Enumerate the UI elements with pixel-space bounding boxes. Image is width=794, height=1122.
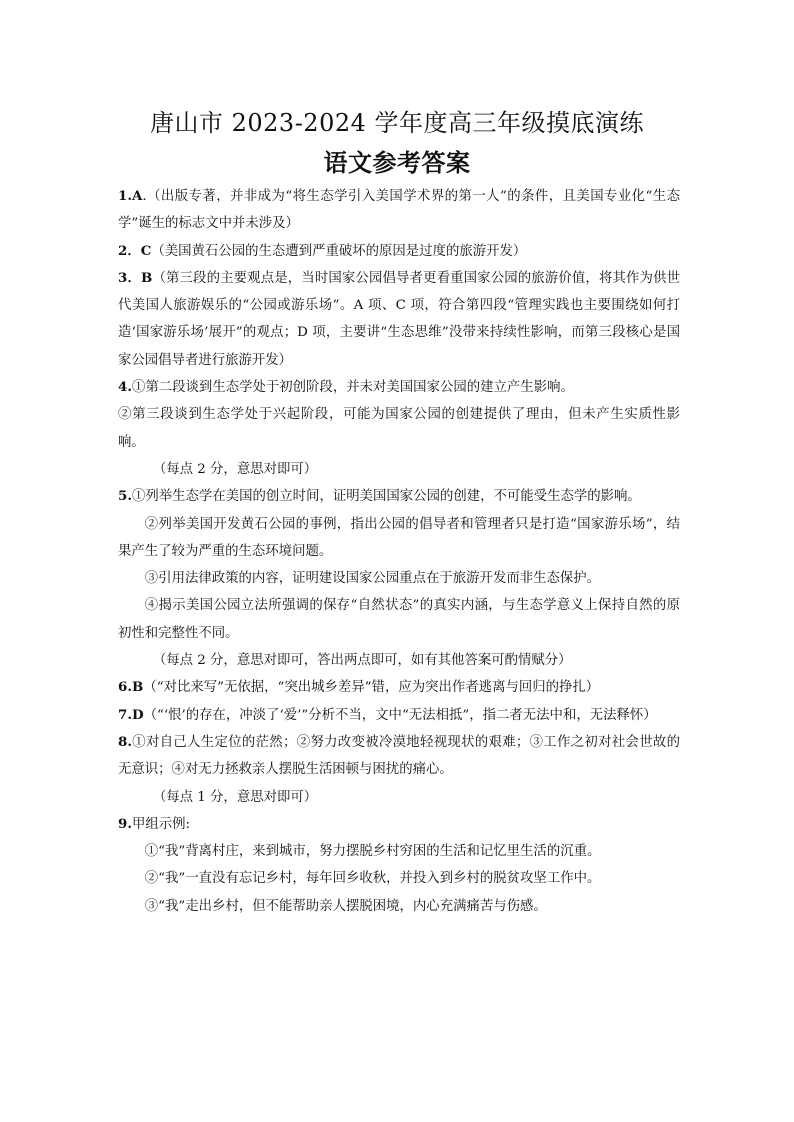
answer-item: [118, 729, 680, 784]
answer-item: [118, 811, 680, 838]
answer-item: [118, 592, 680, 647]
answer-text: ③引用法律政策的内容，证明建设国家公园重点在于旅游开发而非生态保护。: [144, 571, 601, 587]
page-title: 唐山市 2023-2024 学年度高三年级摸底演练: [149, 109, 645, 137]
answer-text: 甲组示例:: [131, 816, 191, 832]
answer-item: [118, 865, 680, 892]
answer-item: [118, 838, 680, 865]
page-subtitle: 语文参考答案: [323, 148, 471, 177]
answer-text: ①“我”背离村庄，来到城市，努力摆脱乡村穷困的生活和记忆里生活的沉重。: [144, 844, 601, 860]
answer-text: （“‘恨’的存在，冲淡了‘爱’”分析不当，文中“无法相抵”，指二者无法中和，无法释怀）: [143, 707, 657, 723]
answer-list: [118, 183, 680, 920]
question-number: 6.B: [118, 679, 144, 696]
answer-item: [118, 702, 680, 729]
question-number: 9.: [118, 815, 132, 832]
question-number: 1.A: [118, 188, 143, 204]
answer-text: （每点 2 分，意思对即可）: [152, 461, 318, 477]
answer-item: [118, 483, 680, 510]
answer-item: [118, 511, 680, 566]
answer-item: [118, 374, 680, 401]
answer-item: [118, 674, 680, 701]
answer-item: [118, 401, 680, 456]
answer-text: （第三段的主要观点是，当时国家公园倡导者更看重国家公园的旅游价值，将其作为供世代美国人旅游娱乐的“公园或游乐场”。A 项、C 项，符合第四段“管理实践也主要围绕如何打造‘国家游乐场’展开”的观点；D 项，主要讲“生态思维”没带来持续性影响，而第三段核心是国家公园倡导者进行旅游开发）: [118, 270, 680, 368]
answer-item: [118, 238, 680, 265]
answer-text: ②第三段谈到生态学处于兴起阶段，可能为国家公园的创建提供了理由，但未产生实质性影响。: [118, 407, 680, 450]
question-number: 4.: [118, 379, 132, 396]
answer-text: ①第二段谈到生态学处于初创阶段，并未对美国国家公园的建立产生影响。: [131, 380, 574, 396]
question-number: 5.: [118, 488, 132, 505]
answer-text: ④揭示美国公园立法所强调的保存“自然状态”的真实内涵，与生态学意义上保持自然的原初性和完整性不同。: [118, 598, 680, 641]
answer-text: （“对比来写”无依据，“突出城乡差异”错，应为突出作者逃离与回归的挣扎）: [143, 680, 600, 696]
answer-text: ①列举生态学在美国的创立时间，证明美国国家公园的创建，不可能受生态学的影响。: [131, 489, 641, 505]
answer-text: ③“我”走出乡村，但不能帮助亲人摆脱困境，内心充满痛苦与伤感。: [144, 898, 547, 914]
question-number: 7.D: [118, 706, 144, 723]
answer-item: [118, 183, 680, 238]
question-number: 2．C: [118, 242, 152, 259]
question-number: 3．B: [118, 269, 153, 286]
scoring-note: [118, 456, 680, 483]
answer-item: [118, 565, 680, 592]
answer-text: （每点 2 分，意思对即可，答出两点即可，如有其他答案可酌情赋分）: [152, 653, 572, 669]
answer-item: [118, 893, 680, 920]
question-number: 8.: [118, 733, 132, 750]
answer-text: ②“我”一直没有忘记乡村，每年回乡收秋，并投入到乡村的脱贫攻坚工作中。: [144, 871, 601, 887]
answer-text: ①对自己人生定位的茫然；②努力改变被冷漠地轻视现状的艰难；③工作之初对社会世故的无意识；④对无力拯救亲人摆脱生活困顿与困扰的痛心。: [118, 734, 680, 778]
answer-text: （美国黄石公园的生态遭到严重破坏的原因是过度的旅游开发）: [151, 243, 527, 259]
answer-text: （每点 1 分，意思对即可）: [152, 789, 318, 805]
scoring-note: [118, 784, 680, 811]
answer-item: [118, 265, 680, 374]
scoring-note: [118, 647, 680, 674]
answer-text: ②列举美国开发黄石公园的事例，指出公园的倡导者和管理者只是打造“国家游乐场”，结果产生了较为严重的生态环境问题。: [118, 516, 680, 559]
answer-text: .（出版专著，并非成为“将生态学引入美国学术界的第一人”的条件，且美国专业化“生态学”诞生的标志文中并未涉及）: [118, 189, 680, 232]
